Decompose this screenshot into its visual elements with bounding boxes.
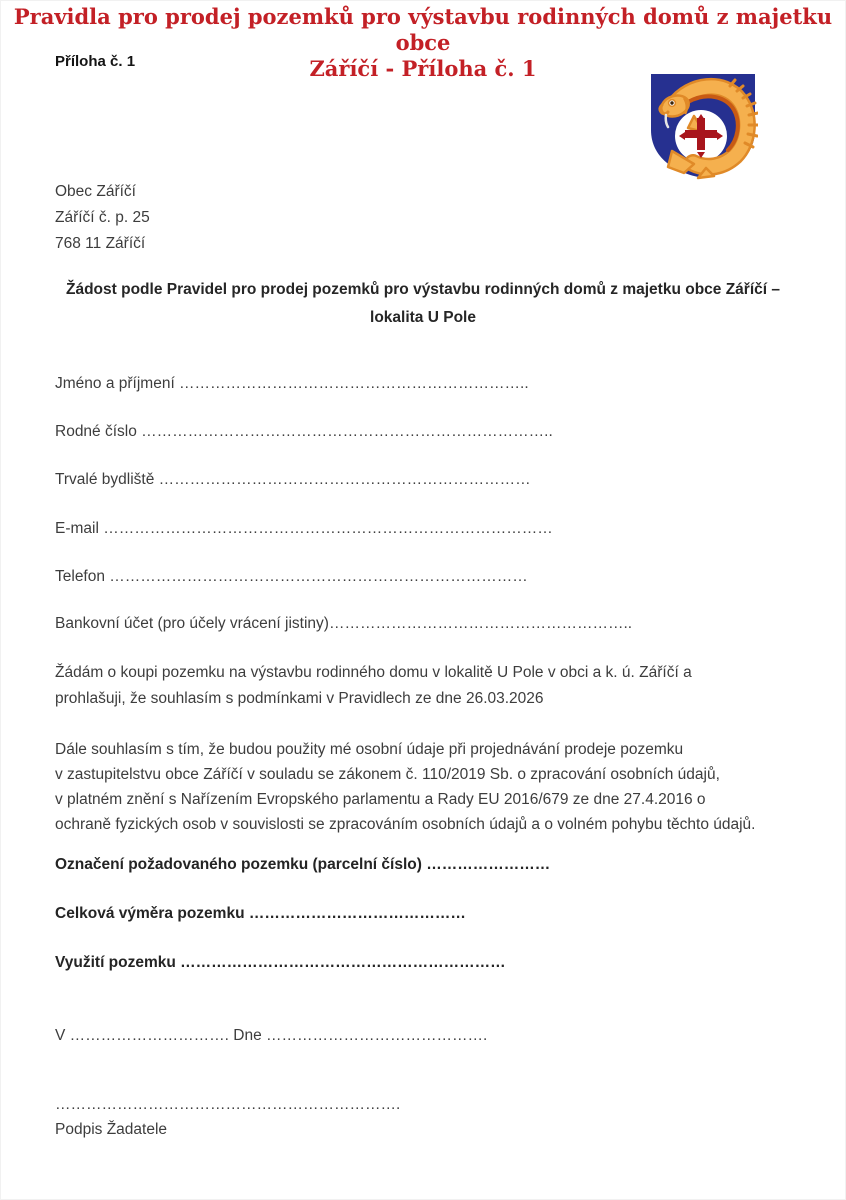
place-and-date-line: V …………………………. Dne …………………………………….	[55, 1027, 488, 1044]
address-line-street: Záříčí č. p. 25	[55, 209, 150, 226]
field-bank-account: Bankovní účet (pro účely vrácení jistiny)…………………………………………………..	[55, 615, 633, 632]
paragraph-gdpr-line3: v platném znění s Nařízením Evropského parlamentu a Rady EU 2016/679 ze dne 27.4.2016 o	[55, 791, 706, 808]
address-block	[55, 179, 150, 257]
municipal-coat-of-arms-icon	[648, 72, 758, 182]
field-name-surname: Jméno a příjmení …………………………………………………………..	[55, 375, 529, 392]
paragraph-purchase-line1: Žádám o koupi pozemku na výstavbu rodinného domu v lokalitě U Pole v obci a k. ú. Záříčí a	[55, 664, 692, 681]
document-title	[0, 4, 846, 82]
application-heading-line2: lokalita U Pole	[370, 309, 476, 326]
paragraph-purchase-declaration	[55, 660, 785, 712]
address-line-municipality: Obec Záříčí	[55, 183, 136, 200]
field-birth-number: Rodné číslo ……………………………………………………………………..	[55, 423, 553, 440]
field-email: E-mail ……………………………………………………………………………	[55, 520, 553, 537]
attachment-label: Příloha č. 1	[55, 53, 136, 70]
application-heading	[43, 276, 803, 332]
paragraph-gdpr-consent	[55, 737, 845, 837]
document-title-line2: Záříčí - Příloha č. 1	[309, 56, 537, 81]
field-permanent-residence: Trvalé bydliště ………………………………………………………………	[55, 471, 531, 488]
paragraph-gdpr-line1: Dále souhlasím s tím, že budou použity mé osobní údaje při projednávání prodeje pozemku	[55, 741, 684, 758]
paragraph-purchase-line2: prohlašuji, že souhlasím s podmínkami v Pravidlech ze dne 26.03.2026	[55, 690, 544, 707]
signature-label: Podpis Žadatele	[55, 1121, 168, 1138]
paragraph-gdpr-line4: ochraně fyzických osob v souvislosti se zpracováním osobních údajů a o volném pohybu těchto údajů.	[55, 816, 756, 833]
signature-dotted-line: ………………………………………………………….	[55, 1096, 401, 1113]
field-phone: Telefon ………………………………………………………………………	[55, 568, 528, 585]
document-title-line1: Pravidla pro prodej pozemků pro výstavbu rodinných domů z majetku obce	[13, 4, 833, 55]
field-total-area: Celková výměra pozemku ……………………………………	[55, 905, 466, 922]
application-heading-line1: Žádost podle Pravidel pro prodej pozemků pro výstavbu rodinných domů z majetku obce Záříčí –	[66, 281, 780, 298]
address-line-zip: 768 11 Záříčí	[55, 235, 146, 252]
paragraph-gdpr-line2: v zastupitelstvu obce Záříčí v souladu se zákonem č. 110/2019 Sb. o zpracování osobních údajů,	[55, 766, 720, 783]
field-land-use: Využití pozemku ………………………………………………………	[55, 954, 506, 971]
field-parcel-number: Označení požadovaného pozemku (parcelní číslo) ……………………	[55, 856, 551, 873]
